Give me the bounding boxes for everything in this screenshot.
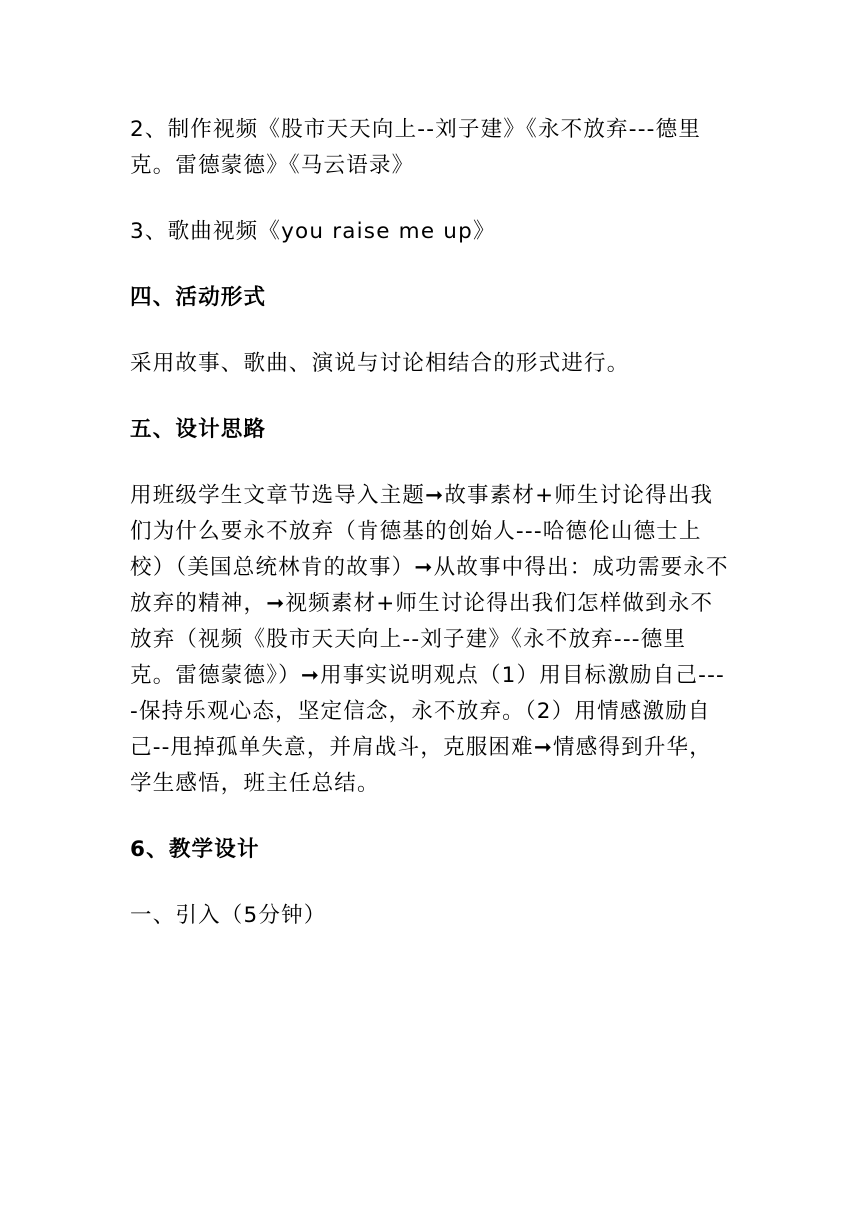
document-body [130, 112, 730, 934]
paragraph-introduction: 一、引入（5分钟） [130, 903, 327, 928]
heading-activity-form: 四、活动形式 [130, 285, 267, 310]
paragraph-activity-form: 采用故事、歌曲、演说与讨论相结合的形式进行。 [130, 351, 630, 376]
heading-design-idea: 五、设计思路 [130, 417, 267, 442]
paragraph-videos: 2、制作视频《股市天天向上--刘子建》《永不放弃---德里克。雷德蒙德》《马云语录》 [130, 117, 702, 178]
paragraph-design-idea: 用班级学生文章节选导入主题➞故事素材+师生讨论得出我们为什么要永不放弃（肯德基的创始人---哈德伦山德士上校）（美国总统林肯的故事）➞从故事中得出：成功需要永不放弃的精神，➞视频素材+师生讨论得出我们怎样做到永不放弃（视频《股市天天向上--刘子建》《永不放弃---德里克。雷德蒙德》）➞用事实说明观点（1）用目标激励自己----保持乐观心态，坚定信念，永不放弃。（2）用情感激励自己--甩掉孤单失意，并肩战斗，克服困难➞情感得到升华，学生感悟，班主任总结。 [130, 483, 729, 796]
heading-teaching-design: 6、教学设计 [130, 837, 260, 862]
paragraph-song-video: 3、歌曲视频《you raise me up》 [130, 219, 496, 244]
